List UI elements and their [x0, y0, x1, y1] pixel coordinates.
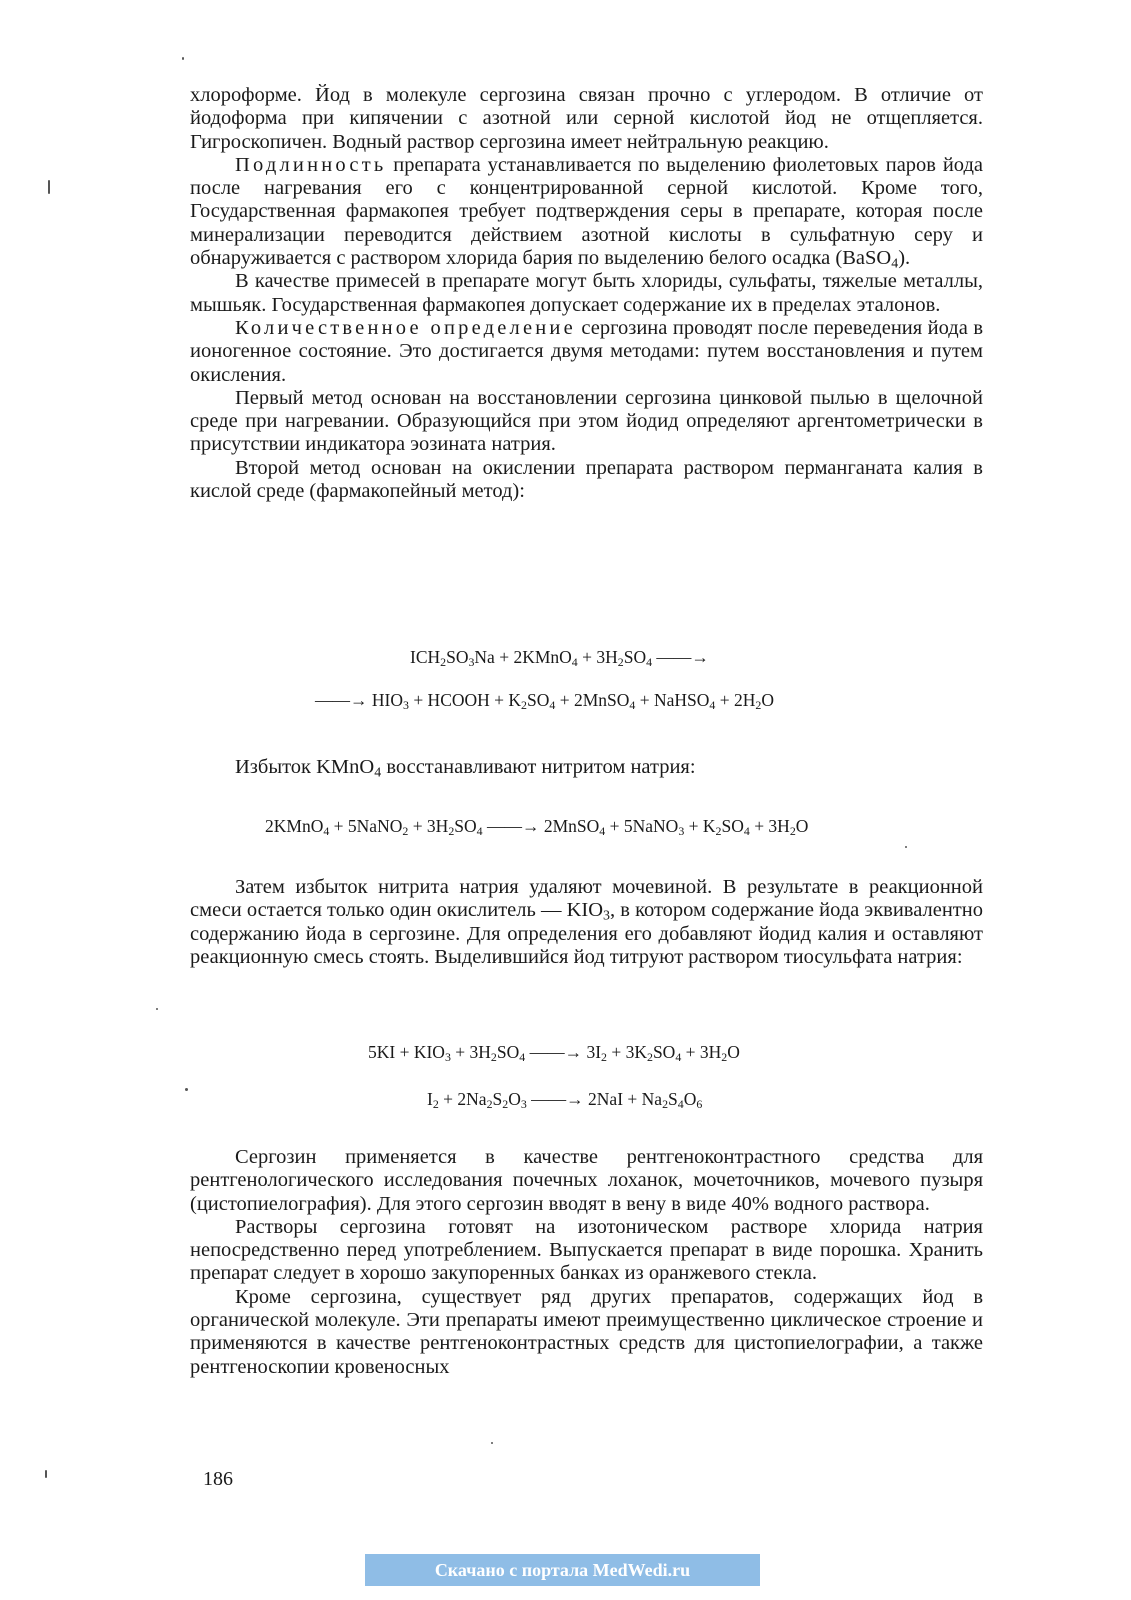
equation-term: SO [496, 1042, 520, 1062]
paragraph-intro: хлороформе. Йод в молекуле сергозина связан прочно с углеродом. В отличие от йодоформа при кипячении с азотной или серной кислотой йод не отщепляется. Гигроскопичен. Водный раствор сергозина имеет нейтральную реакцию. [190, 84, 983, 153]
equation-subscript: 4 [519, 1049, 526, 1064]
equation-term: + 2Na [438, 1089, 487, 1109]
equation-subscript: 2 [721, 1049, 728, 1064]
scan-speck [905, 846, 907, 848]
equation-subscript: 2 [402, 823, 409, 838]
equation-subscript: 3 [468, 654, 475, 669]
equation-subscript: 2 [715, 823, 722, 838]
assay-text: сергозина проводят после переведения йода в ионогенное состояние. Это достигается двумя методами: путем восстановления и путем окисления. [190, 316, 984, 386]
equation-term: + K [684, 816, 716, 836]
equation-subscript: 2 [432, 1096, 439, 1111]
equation-term: ——→ HIO [315, 690, 403, 710]
paragraph-impurities: В качестве примесей в препарате могут быть хлориды, сульфаты, тяжелые металлы, мышьяк. Государственная фармакопея допускает содержание их в пределах эталонов. [190, 270, 983, 316]
equation-term: + 3H [450, 1042, 491, 1062]
equation-subscript: 4 [646, 654, 653, 669]
equation-subscript: 2 [601, 1049, 607, 1064]
equation-term: + 5NaNO [329, 816, 403, 836]
download-banner[interactable]: Скачано с портала MedWedi.ru [365, 1554, 760, 1586]
equation-term: O [795, 816, 809, 836]
text-section-3 [190, 876, 983, 969]
equation-subscript: 3 [678, 823, 685, 838]
equation-4 [190, 1041, 1131, 1063]
text-section-2 [190, 756, 983, 779]
equation-subscript: 3 [444, 1049, 451, 1064]
equation-3 [190, 815, 1058, 837]
equation-subscript: 3 [520, 1096, 527, 1111]
paragraph-identity [190, 154, 983, 270]
equation-subscript: 2 [521, 697, 527, 712]
equation-subscript: 2 [617, 654, 624, 669]
equation-subscript: 4 [677, 1096, 684, 1111]
equation-subscript: 4 [476, 823, 483, 838]
equation-term: O [761, 690, 774, 710]
equation-term: ——→ 2MnSO [482, 816, 600, 836]
equation-subscript: 2 [490, 1049, 497, 1064]
paragraph-nitrite [190, 876, 983, 969]
equation-subscript: 2 [789, 823, 796, 838]
equation-term: ——→ 2NaI + Na [526, 1089, 663, 1109]
equation-term: + 3H [408, 816, 449, 836]
equation-term: ——→ 3I [525, 1042, 602, 1062]
equation-5 [190, 1088, 1131, 1110]
equation-term: SO [446, 647, 469, 667]
equation-term: + 3H [577, 647, 618, 667]
equation-term: 2KMnO [265, 816, 324, 836]
assay-heading: Количественное определение [235, 316, 576, 339]
equation-subscript: 2 [755, 697, 762, 712]
equation-term: O [508, 1089, 521, 1109]
equation-subscript: 2 [486, 1096, 493, 1111]
equation-2 [190, 689, 1108, 711]
page-number: 186 [203, 1468, 233, 1490]
equation-term: I [427, 1089, 433, 1109]
equation-subscript: 4 [629, 697, 636, 712]
equation-term: O [683, 1089, 697, 1109]
equation-term: SO [652, 1042, 676, 1062]
equation-subscript: 4 [709, 697, 716, 712]
excess-subscript: 4 [374, 765, 382, 781]
equation-term: O [727, 1042, 740, 1062]
equation-subscript: 3 [402, 697, 409, 712]
equation-subscript: 4 [323, 823, 330, 838]
nitrite-subscript: 3 [603, 908, 611, 924]
equation-subscript: 2 [662, 1096, 669, 1111]
equation-term: + NaHSO [635, 690, 710, 710]
equation-term: + 3K [606, 1042, 647, 1062]
equation-term: SO [721, 816, 744, 836]
equation-subscript: 4 [675, 1049, 682, 1064]
equation-term: ——→ [652, 647, 709, 667]
equation-subscript: 2 [647, 1049, 653, 1064]
equation-term: Na + 2KMnO [474, 647, 572, 667]
paragraph-other-drugs: Кроме сергозина, существует ряд других препаратов, содержащих йод в органической молекуле. Эти препараты имеют преимущественно циклическое строение и применяются в качестве рентгеноконтрастных средств для цистопиелографии, а также рентгеноскопии кровеносных [190, 1285, 983, 1378]
identity-text: препарата устанавливается по выделению фиолетовых паров йода после нагревания его с концентрированной серной кислотой. Кроме того, Государственная фармакопея требует подтверждения серы в препарате, которая после минерализации переводится действием азотной кислоты в сульфатную серу и обнаруживается с раствором хлорида бария по выделению белого осадка (BaSO [190, 153, 983, 270]
equation-term: ICH [410, 647, 441, 667]
equation-term: + 3H [681, 1042, 722, 1062]
equation-subscript: 2 [440, 654, 447, 669]
paragraph-assay [190, 317, 983, 387]
equation-term: 5KI + KIO [368, 1042, 445, 1062]
equation-term: SO [623, 647, 647, 667]
excess-text-pre: Избыток KMnO [235, 756, 375, 778]
nitrite-text-post: , в котором содержание йода эквивалентно содержанию йода в сергозине. Для определения его добавляют йодид калия и оставляют реакционную смесь стоять. Выделившийся йод титруют раствором тиосульфата натрия: [190, 899, 983, 968]
scan-speck [185, 1088, 188, 1091]
identity-end: ). [898, 247, 911, 270]
equation-term: SO [527, 690, 550, 710]
equation-term: + 3H [749, 816, 790, 836]
scan-speck [491, 1442, 493, 1444]
excess-text-post: восстанавливают нитритом натрия: [381, 756, 696, 778]
scan-speck [48, 180, 50, 194]
paragraph-solutions: Растворы сергозина готовят на изотоническом растворе хлорида натрия непосредственно перед употреблением. Выпускается препарат в виде порошка. Хранить препарат следует в хорошо закупоренных банках из оранжевого стекла. [190, 1215, 983, 1285]
equation-subscript: 4 [743, 823, 750, 838]
text-section-1 [190, 84, 983, 503]
nitrite-text-pre: Затем избыток нитрита натрия удаляют мочевиной. В результате в реакционной смеси остается только один окислитель — KIO [190, 876, 983, 922]
equation-term: + 2MnSO [555, 690, 630, 710]
equation-term: S [668, 1089, 678, 1109]
paragraph-method-2: Второй метод основан на окислении препарата раствором перманганата калия в кислой среде (фармакопейный метод): [190, 456, 983, 503]
equation-subscript: 6 [696, 1096, 703, 1111]
equation-term: S [492, 1089, 503, 1109]
scan-speck [182, 57, 184, 60]
equation-subscript: 2 [448, 823, 455, 838]
paragraph-excess [190, 756, 983, 779]
paragraph-application: Сергозин применяется в качестве рентгеноконтрастного средства для рентгенологического исследования почечных лоханок, мочеточников, мочевого пузыря (цистопиелография). Для этого сергозин вводят в вену в виде 40% водного раствора. [190, 1146, 983, 1215]
equation-subscript: 4 [549, 697, 556, 712]
identity-heading: Подлинность [235, 153, 387, 176]
equation-term: SO [454, 816, 477, 836]
equation-subscript: 4 [571, 654, 578, 669]
equation-subscript: 4 [599, 823, 606, 838]
paragraph-method-1: Первый метод основан на восстановлении сергозина цинковой пылью в щелочной среде при нагревании. Образующийся при этом йодид определяют аргентометрически в присутствии индикатора эозината натрия. [190, 386, 983, 456]
equation-term: + HCOOH + K [408, 690, 522, 710]
equation-subscript: 2 [502, 1096, 509, 1111]
scan-speck [45, 1470, 47, 1478]
scan-speck [156, 1008, 158, 1010]
text-section-4 [190, 1146, 983, 1379]
identity-subscript: 4 [891, 256, 899, 272]
equation-term: + 2H [715, 690, 756, 710]
equation-term: + 5NaNO [605, 816, 679, 836]
equation-1 [190, 646, 1131, 668]
